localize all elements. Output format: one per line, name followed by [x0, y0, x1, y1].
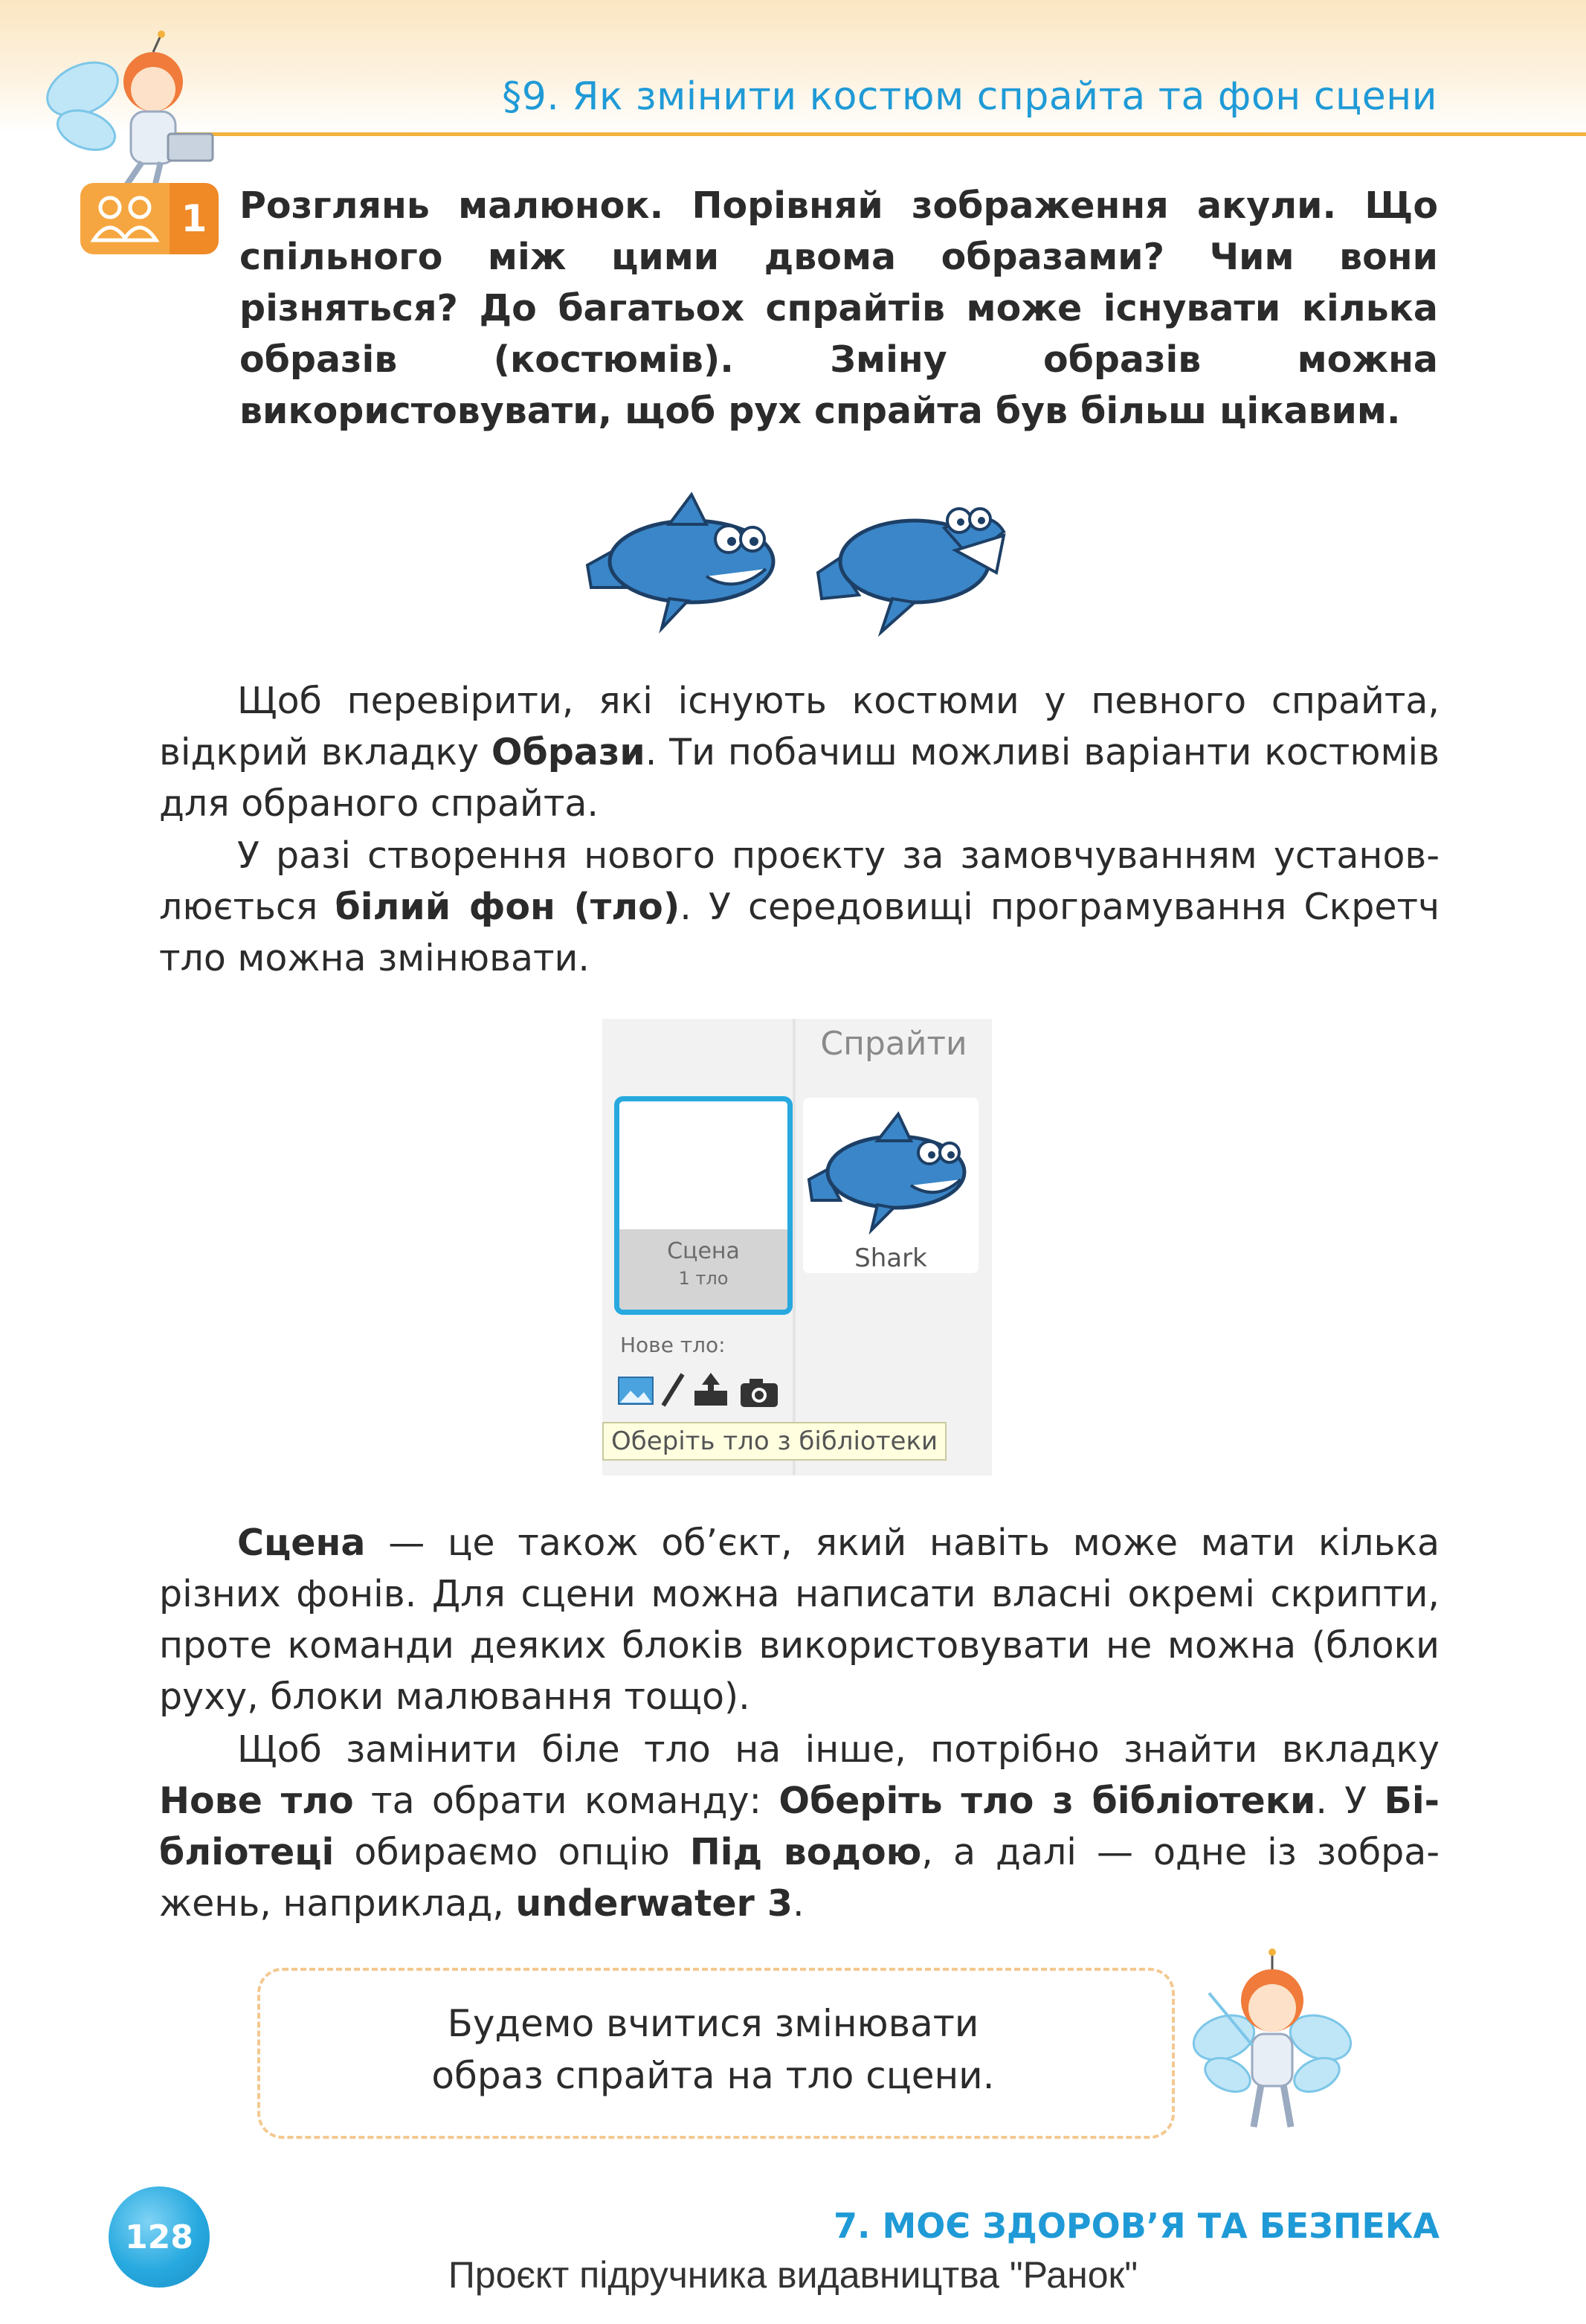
paragraph-1-text-b: . Ти побачиш можливі варіанти костюмів для обраного спрайта.: [159, 731, 1440, 825]
stage-name: Сцена: [667, 1238, 740, 1264]
paragraph-4-text-f: , а далі — одне із зображень, наприклад,: [159, 1831, 1440, 1925]
paragraph-4-text-e: обираємо опцію: [334, 1831, 690, 1873]
paragraph-4-bold-2: Оберіть тло з бібліотеки: [779, 1780, 1316, 1822]
paragraph-2: [159, 830, 1440, 984]
shark-costumes-illustration: [580, 476, 1011, 640]
paragraph-1-bold: Образи: [491, 731, 645, 773]
paragraph-4-bold-1: Нове тло: [159, 1780, 354, 1822]
header-rule: [149, 132, 1586, 136]
task-text: Розглянь малюнок. Порівняй зображення акули. Що спільного між цими двома образами? Чим вони різняться? До багатьох спрайтів може існувати кілька образів (костюмів). Зміну образів можна використовувати, щоб рух спрайта був більш цікавим.: [239, 184, 1438, 432]
upload-icon[interactable]: [694, 1373, 727, 1406]
paragraph-4-text-a: Щоб замінити біле тло на інше, потрібно знайти вкладку: [237, 1728, 1440, 1771]
shark-costume-2: [818, 509, 1004, 632]
camera-icon[interactable]: [741, 1379, 778, 1407]
paragraph-4-bold-5: underwater 3: [515, 1882, 793, 1925]
paragraph-1: [159, 675, 1440, 829]
shark-costume-1: [587, 495, 773, 628]
sprites-header: Спрайти: [820, 1025, 967, 1063]
new-backdrop-label: Нове тло:: [620, 1333, 726, 1357]
paragraph-3: [159, 1517, 1440, 1722]
paragraph-3-text: — це також об’єкт, який навіть може мати кілька різних фонів. Для сцени можна написати власні окремі скрипти, проте команди деяких блоків використовувати не можна (блоки руху, блоки малювання тощо).: [159, 1522, 1440, 1718]
paragraph-4-bold-3: Бібліотеці: [159, 1780, 1440, 1873]
paragraph-4-bold-4: Під водою: [689, 1831, 922, 1873]
page-number: 128: [109, 2186, 210, 2288]
paragraph-4-text-d: . У: [1315, 1780, 1384, 1822]
sprite-name: Shark: [854, 1243, 927, 1273]
paragraph-2-bold: білий фон (тло): [335, 886, 680, 928]
paragraph-4: [159, 1724, 1440, 1929]
image-icon[interactable]: [619, 1377, 653, 1404]
speech-line-1: Будемо вчитися змінювати: [447, 2002, 979, 2045]
fairy-mascot-illustration-2: [1187, 1948, 1358, 2149]
task-badge: [80, 183, 219, 254]
tooltip-choose-backdrop: Оберіть тло з бібліотеки: [602, 1422, 947, 1461]
section-title: §9. Як змінити костюм спрайта та фон сцени: [502, 74, 1437, 119]
paragraph-4-text-g: .: [792, 1882, 805, 1925]
paragraph-2-text-a: У разі створення нового проєкту за замовчуванням установлюється: [159, 834, 1440, 928]
paint-brush-icon[interactable]: [663, 1374, 683, 1406]
fairy-mascot-illustration: [42, 30, 220, 201]
speech-text: [257, 1998, 1169, 2102]
task-number: 1: [170, 183, 219, 254]
stage-backdrop-count: 1 тло: [678, 1268, 729, 1289]
publisher-note: Проєкт підручника видавництва "Ранок": [448, 2254, 1138, 2296]
speech-line-2: образ спрайта на тло сцени.: [431, 2054, 995, 2097]
paragraph-2-text-b: . У середовищі програмування Скретч тло можна змінювати.: [159, 886, 1440, 979]
paragraph-1-text-a: Щоб перевірити, які існують костюми у певного спрайта, відкрий вкладку: [159, 680, 1440, 773]
paragraph-3-bold: Сцена: [237, 1522, 366, 1564]
chapter-title: 7. МОЄ ЗДОРОВ’Я ТА БЕЗПЕКА: [834, 2206, 1440, 2246]
new-backdrop-toolbar: [617, 1368, 796, 1413]
paragraph-4-text-c: та обрати команду:: [353, 1780, 779, 1822]
shark-sprite-icon: [803, 1098, 979, 1239]
group-work-icon: [80, 183, 170, 254]
